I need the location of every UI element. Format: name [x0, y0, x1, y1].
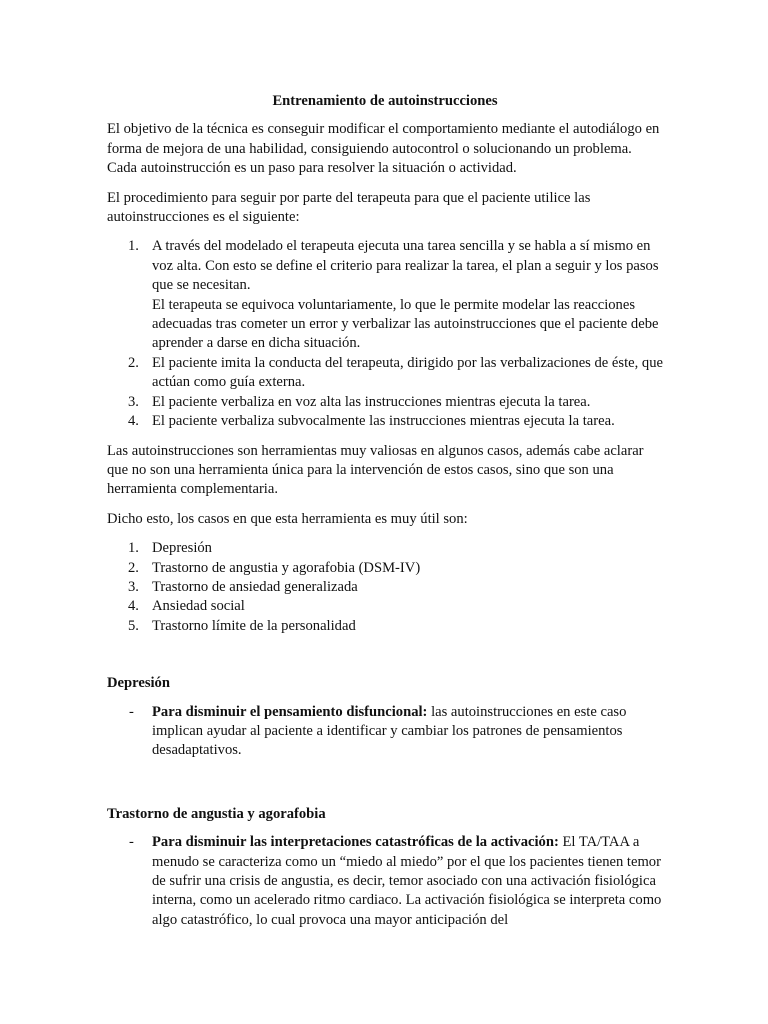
- list-item-text: El paciente imita la conducta del terapeuta, dirigido por las verbalizaciones de éste, que actúan como guía externa.: [152, 354, 663, 391]
- list-item: [107, 354, 663, 393]
- list-number: 4.: [128, 413, 139, 430]
- list-item-text: Trastorno de ansiedad generalizada: [152, 578, 358, 595]
- section-heading-angustia: Trastorno de angustia y agorafobia: [107, 805, 326, 822]
- list-number: 1.: [128, 238, 139, 255]
- document-title: Entrenamiento de autoinstrucciones: [272, 93, 498, 109]
- list-item: [107, 617, 663, 636]
- section-heading-depresion: Depresión: [107, 675, 170, 692]
- item-text: las autoinstrucciones en este caso implican ayudar al paciente a identificar y cambiar los patrones de pensamientos desadaptativos.: [152, 703, 627, 759]
- list-item-text: Depresión: [152, 540, 212, 557]
- list-item-text: El paciente verbaliza subvocalmente las instrucciones mientras ejecuta la tarea.: [152, 413, 615, 430]
- list-item-text: Ansiedad social: [152, 598, 245, 615]
- list-number: 5.: [128, 617, 139, 634]
- cases-list: [107, 539, 663, 636]
- spacer: [107, 646, 663, 674]
- list-number: 2.: [128, 559, 139, 576]
- item-text: El TA/TAA a menudo se caracteriza como un “miedo al miedo” por el que los pacientes tienen temor de sufrir una crisis de angustia, es decir, temor asociado con una activación fisiológica interna, como un acelerado ritmo cardiaco. La activación fisiológica se interpreta como algo catastrófico, lo cual provoca una mayor anticipación del: [152, 834, 662, 928]
- list-number: 4.: [128, 598, 139, 615]
- cases-intro-paragraph: Dicho esto, los casos en que esta herramienta es muy útil son:: [107, 510, 468, 527]
- list-item-text: El paciente verbaliza en voz alta las instrucciones mientras ejecuta la tarea.: [152, 393, 591, 410]
- spacer: [107, 771, 663, 805]
- list-item: [107, 578, 663, 597]
- section-depresion-item: [107, 703, 663, 761]
- dash-marker: -: [129, 703, 134, 720]
- list-number: 1.: [128, 540, 139, 557]
- list-item-text: Trastorno de angustia y agorafobia (DSM-IV): [152, 559, 421, 576]
- list-number: 2.: [128, 354, 139, 371]
- item-bold-lead: Para disminuir las interpretaciones catastróficas de la activación:: [152, 834, 559, 851]
- section-angustia-item: [107, 833, 663, 930]
- document-page: [107, 92, 663, 940]
- list-item: [107, 412, 663, 431]
- list-item-text: A través del modelado el terapeuta ejecuta una tarea sencilla y se habla a sí mismo en voz alta. Con esto se define el criterio para realizar la tarea, el plan a seguir y los pasos que se necesitan.: [152, 238, 659, 294]
- list-item: [107, 597, 663, 616]
- list-item: [107, 559, 663, 578]
- item-bold-lead: Para disminuir el pensamiento disfuncional:: [152, 703, 428, 720]
- list-item-subtext: El terapeuta se equivoca voluntariamente, lo que le permite modelar las reacciones adecuadas tras cometer un error y verbalizar las autoinstrucciones que el paciente debe aprender a darse en dicha situación.: [152, 296, 659, 352]
- tools-paragraph: Las autoinstrucciones son herramientas muy valiosas en algunos casos, además cabe aclarar que no son una herramienta única para la intervención de estos casos, sino que son una herramienta complementaria.: [107, 442, 644, 498]
- list-item: [107, 539, 663, 558]
- intro-paragraph: El objetivo de la técnica es conseguir modificar el comportamiento mediante el autodiálogo en forma de mejora de una habilidad, consiguiendo autocontrol o solucionando un problema. Cada autoinstrucción es un paso para resolver la situación o actividad.: [107, 121, 660, 177]
- dash-marker: -: [129, 834, 134, 851]
- procedure-steps-list: [107, 237, 663, 431]
- list-number: 3.: [128, 393, 139, 410]
- list-item: [107, 393, 663, 412]
- list-item-text: Trastorno límite de la personalidad: [152, 617, 356, 634]
- list-item: [107, 237, 663, 353]
- procedure-intro-paragraph: El procedimiento para seguir por parte del terapeuta para que el paciente utilice las autoinstrucciones es el siguiente:: [107, 189, 591, 226]
- list-number: 3.: [128, 578, 139, 595]
